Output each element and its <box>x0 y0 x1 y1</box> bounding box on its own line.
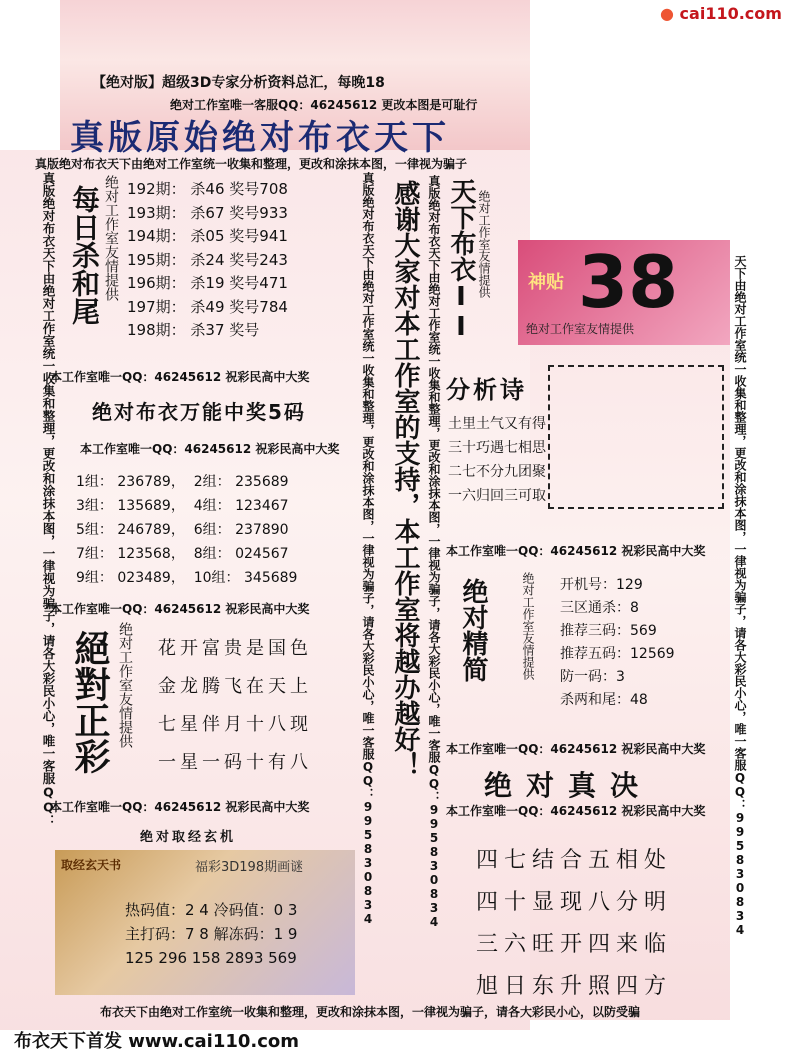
jingxuan-values <box>125 898 297 970</box>
poem-line: 一星一码十有八 <box>158 752 312 773</box>
jingjian-side: 绝对工作室友情提供 <box>521 572 535 680</box>
qq-line: 本工作室唯一QQ：46245612 祝彩民高中大奖 <box>80 442 340 456</box>
list-item: 开机号：129 <box>560 577 643 593</box>
five-code-title: 绝对布衣万能中奖5码 <box>92 400 306 424</box>
table-row: 7组： 123568， 8组： 024567 <box>76 546 289 562</box>
poem-line: 四七结合五相处 <box>476 848 673 873</box>
main-code: 主打码：7 8 解冻码：1 9 <box>125 925 298 943</box>
jingjian-title: 绝对精简 <box>458 578 488 682</box>
pink-badge: 神贴 <box>528 272 564 293</box>
list-item: 195期： 杀24 奖号243 <box>127 250 288 269</box>
card-subtitle: 福彩3D198期画谜 <box>195 860 304 875</box>
list-item: 杀两和尾：48 <box>560 692 648 708</box>
site-name: cai110.com <box>679 4 782 23</box>
pink-caption: 绝对工作室友情提供 <box>526 322 635 336</box>
right-vertical-notice: 天下由绝对工作室统一收集和整理，更改和涂抹本图，一律视为骗子，请各大彩民小心，唯一客服QQ：995830834 <box>733 255 747 937</box>
tianxia-side: 绝对工作室友情提供 <box>477 190 491 298</box>
five-code-table <box>76 470 297 590</box>
poem-line: 旭日东升照四方 <box>476 974 673 999</box>
jingxuan-title: 绝对取经玄机 <box>140 830 237 845</box>
zhengcai-side: 绝对工作室友情提供 <box>117 622 133 748</box>
list-item: 防一码：3 <box>560 669 625 685</box>
page-title: 真版原始绝对布衣天下 <box>70 118 450 158</box>
qq-line: 本工作室唯一QQ：46245612 祝彩民高中大奖 <box>50 602 310 616</box>
pink-panel <box>518 240 730 345</box>
poem-title: 分析诗 <box>446 376 527 404</box>
zhengcai-title: 絕對正彩 <box>69 630 111 774</box>
poem-line: 一六归回三可取 <box>448 488 546 504</box>
big-number: 38 <box>578 240 679 324</box>
bottom-notice: 布衣天下由绝对工作室统一收集和整理，更改和涂抹本图，一律视为骗子，请各大彩民小心，以防受骗 <box>100 1005 641 1019</box>
list-item: 推荐三码：569 <box>560 623 657 639</box>
card-title: 取经玄天书 <box>61 858 122 872</box>
poem-line: 七星伴月十八现 <box>158 714 312 735</box>
poem-line: 三十巧遇七相思 <box>448 440 546 456</box>
list-item: 196期： 杀19 奖号471 <box>127 274 288 292</box>
table-row: 9组： 023489， 10组： 345689 <box>76 570 298 586</box>
dashed-frame <box>548 365 724 509</box>
qq-line: 本工作室唯一QQ：46245612 祝彩民高中大奖 <box>50 800 310 814</box>
poem-line: 四十显现八分明 <box>476 890 673 915</box>
left-vertical-notice: 真版绝对布衣天下由绝对工作室统一收集和整理，更改和涂抹本图，一律视为骗子，请各大彩民小心，唯一客服QQ： <box>41 172 56 827</box>
poem-line: 花开富贵是国色 <box>158 638 312 659</box>
qq-line: 本工作室唯一QQ：46245612 祝彩民高中大奖 <box>446 544 706 558</box>
table-row: 3组： 135689， 4组： 123467 <box>76 498 289 514</box>
table-row: 1组： 236789， 2组： 235689 <box>76 474 289 490</box>
zhengcai-poem <box>158 630 312 782</box>
list-item: 192期： 杀46 奖号708 <box>127 180 288 198</box>
mid-vertical-notice: 真版绝对布衣天下由绝对工作室统一收集和整理，更改和涂抹本图，一律视为骗子，请各大彩民小心，唯一客服QQ：995830834 <box>361 172 375 926</box>
list-item: 197期： 杀49 奖号784 <box>127 297 288 316</box>
list-item: 三区通杀：8 <box>560 600 639 616</box>
qq-line: 本工作室唯一QQ：46245612 祝彩民高中大奖 <box>446 804 706 818</box>
hot-cold: 热码值：2 4 冷码值：0 3 <box>125 901 298 919</box>
zhenjue-title: 绝对真决 <box>484 769 653 802</box>
zhenjue-poem <box>476 840 672 1008</box>
poem-line: 金龙腾飞在天上 <box>158 676 312 697</box>
list-item: 推荐五码：12569 <box>560 646 675 662</box>
jingjian-list <box>560 574 675 712</box>
qq-line: 本工作室唯一QQ：46245612 祝彩民高中大奖 <box>50 370 310 384</box>
poem-line: 土里土气又有得 <box>448 416 546 432</box>
list-item: 194期： 杀05 奖号941 <box>127 227 288 245</box>
notice-top: 真版绝对布衣天下由绝对工作室统一收集和整理，更改和涂抹本图，一律视为骗子 <box>35 157 468 171</box>
kill-tail-title: 每日杀和尾 <box>68 185 101 325</box>
number-list: 125 296 158 2893 569 <box>125 949 297 967</box>
poem-line: 二七不分九团聚 <box>448 464 546 480</box>
tianxia-title: 天下布衣II <box>446 178 476 342</box>
list-item: 198期： 杀37 奖号 <box>127 321 260 339</box>
thanks-message: 感谢大家对本工作室的支持，本工作室将越办越好！ <box>390 180 420 778</box>
qq-line: 本工作室唯一QQ：46245612 祝彩民高中大奖 <box>446 742 706 756</box>
bottom-brand: 布衣天下首发 www.cai110.com <box>14 1031 300 1052</box>
poem-line: 三六旺开四来临 <box>476 932 673 957</box>
analysis-poem <box>448 412 546 508</box>
header-line1: 【绝对版】超级3D专家分析资料总汇，每晚18 <box>92 75 385 91</box>
mid-vertical-notice-2: 真版绝对布衣天下由绝对工作室统一收集和整理，更改和涂抹本图，一律视为骗子，请各大彩民小心，唯一客服QQ：995830834 <box>427 175 441 929</box>
table-row: 5组： 246789， 6组： 237890 <box>76 522 289 538</box>
list-item: 193期： 杀67 奖号933 <box>127 203 288 222</box>
site-logo <box>660 4 782 23</box>
header-line2: 绝对工作室唯一客服QQ：46245612 更改本图是可耻行 <box>170 98 478 112</box>
kill-tail-list <box>127 178 288 343</box>
logo-dot-icon: ● <box>660 4 674 23</box>
kill-tail-side: 绝对工作室友情提供 <box>103 175 119 301</box>
